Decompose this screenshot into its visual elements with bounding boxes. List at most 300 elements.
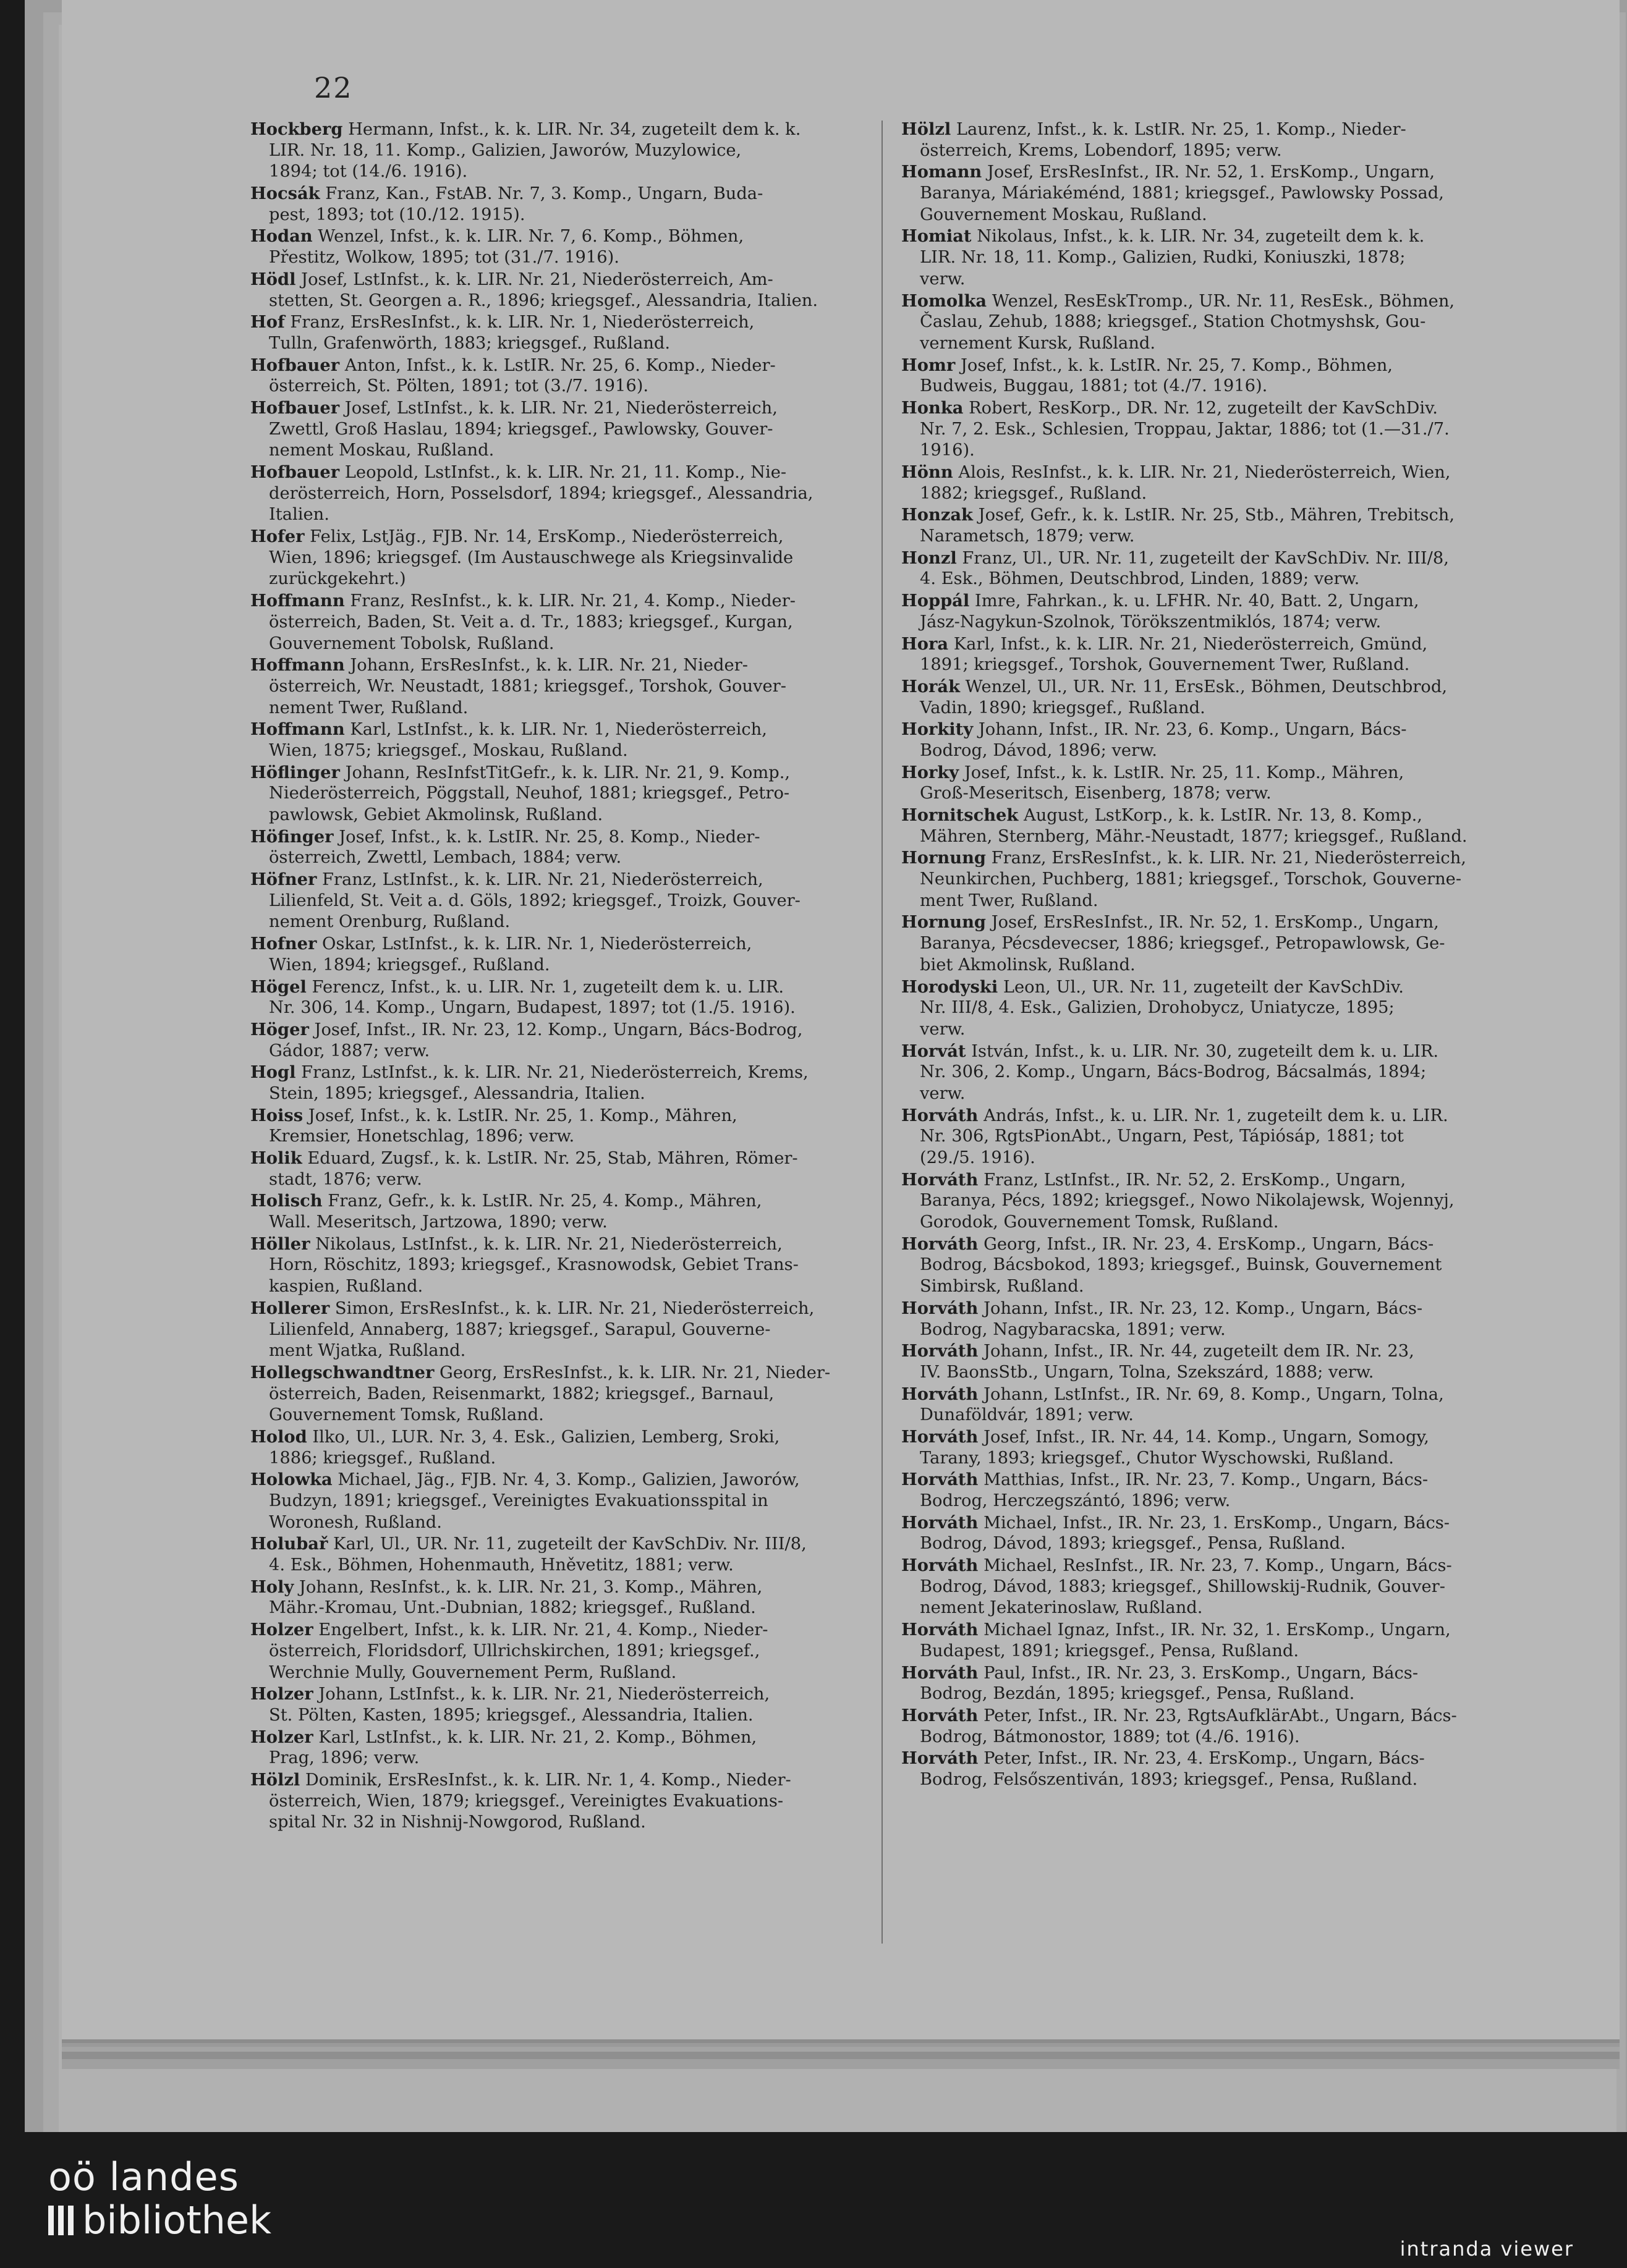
- entry-surname: Horváth: [901, 1748, 979, 1769]
- entry-continuation-line: [250, 676, 869, 698]
- entry-continuation-line: [250, 891, 869, 912]
- entry-text: Georg, Infst., IR. Nr. 23, 4. ErsKomp., Ungarn, Bács-: [978, 1234, 1434, 1254]
- entry-line: [250, 719, 869, 740]
- entry-surname: Höfinger: [250, 826, 334, 847]
- entry-continuation-line: [901, 1641, 1519, 1662]
- entry-continuation-line: [901, 183, 1519, 205]
- entry-text: 1891; kriegsgef., Torshok, Gouvernement Twer, Rußland.: [920, 655, 1410, 675]
- entry-text: Gouvernement Tomsk, Rußland.: [269, 1405, 544, 1425]
- entry-surname: Hoffmann: [250, 719, 345, 740]
- entry-line: [250, 526, 869, 548]
- entry-text: Nr. 306, 14. Komp., Ungarn, Budapest, 1897; tot (1./5. 1916).: [269, 998, 796, 1018]
- entry-text: Lilienfeld, Annaberg, 1887; kriegsgef., Sarapul, Gouverne-: [269, 1319, 771, 1339]
- entry-text: Johann, ErsResInfst., k. k. LIR. Nr. 21, Nieder-: [344, 656, 748, 675]
- entry-text: ment Twer, Rußland.: [920, 891, 1098, 910]
- entry-continuation-line: [901, 891, 1519, 912]
- entry-continuation-line: [901, 1212, 1519, 1233]
- entry-text: Baranya, Máriakéménd, 1881; kriegsgef., Pawlowsky Possad,: [920, 184, 1444, 203]
- entry-line: [901, 1340, 1519, 1362]
- entry-text: Michael, Infst., IR. Nr. 23, 1. ErsKomp., Ungarn, Bács-: [978, 1513, 1450, 1533]
- entry-line: [901, 1169, 1519, 1191]
- entry-surname: Holubař: [250, 1534, 328, 1554]
- entry-continuation-line: [250, 1491, 869, 1512]
- entry-line: [250, 1190, 869, 1212]
- entry-surname: Hockberg: [250, 119, 343, 139]
- entry-continuation-line: [250, 140, 869, 162]
- entry-surname: Horváth: [901, 1470, 979, 1490]
- entry-text: Eduard, Zugsf., k. k. LstIR. Nr. 25, Stab, Mähren, Römer-: [302, 1149, 798, 1168]
- entry-line: [901, 119, 1519, 140]
- entry-continuation-line: [250, 376, 869, 397]
- entry-text: Josef, LstInfst., k. k. LIR. Nr. 21, Niederösterreich, Am-: [295, 269, 773, 289]
- entry-text: Prag, 1896; verw.: [269, 1748, 420, 1768]
- entry-text: Simbirsk, Rußland.: [920, 1277, 1084, 1297]
- entry-text: Nikolaus, Infst., k. k. LIR. Nr. 34, zugeteilt dem k. k.: [971, 227, 1425, 247]
- entry-text: Josef, ErsResInfst., IR. Nr. 52, 1. ErsKomp., Ungarn,: [982, 163, 1435, 182]
- entry-line: [250, 119, 869, 140]
- entry-text: verw.: [920, 1019, 966, 1039]
- entry-text: St. Pölten, Kasten, 1895; kriegsgef., Alessandria, Italien.: [269, 1705, 754, 1725]
- entry-continuation-line: [250, 1405, 869, 1426]
- entry-continuation-line: [901, 140, 1519, 162]
- entry-surname: Homr: [901, 355, 956, 375]
- entry-text: Horn, Röschitz, 1893; kriegsgef., Krasnowodsk, Gebiet Trans-: [269, 1255, 799, 1275]
- entry-surname: Hölzl: [901, 119, 951, 139]
- entry-text: Bodrog, Bezdán, 1895; kriegsgef., Pensa, Rußland.: [920, 1684, 1355, 1704]
- entry-text: Bodrog, Bácsbokod, 1893; kriegsgef., Buinsk, Gouvernement: [920, 1255, 1442, 1275]
- entry-text: spital Nr. 32 in Nishnij-Nowgorod, Rußland.: [269, 1813, 646, 1832]
- entry-text: Johann, ResInfst., k. k. LIR. Nr. 21, 3. Komp., Mähren,: [294, 1577, 763, 1597]
- entry-text: Bodrog, Nagybaracska, 1891; verw.: [920, 1319, 1226, 1339]
- entry-continuation-line: [250, 955, 869, 976]
- entry-text: Josef, Infst., k. k. LstIR. Nr. 25, 1. Komp., Mähren,: [303, 1106, 737, 1125]
- entry-continuation-line: [250, 612, 869, 633]
- entry-surname: Hogl: [250, 1062, 296, 1083]
- entry-text: Josef, LstInfst., k. k. LIR. Nr. 21, Niederösterreich,: [339, 398, 778, 418]
- entry-line: [901, 1233, 1519, 1255]
- entry-text: Bodrog, Herczegszántó, 1896; verw.: [920, 1491, 1231, 1510]
- entry-line: [901, 1426, 1519, 1448]
- entry-text: Nr. III/8, 4. Esk., Galizien, Drohobycz, Uniatycze, 1895;: [920, 998, 1395, 1018]
- entry-line: [901, 676, 1519, 698]
- entry-line: [901, 462, 1519, 483]
- entry-text: österreich, Wr. Neustadt, 1881; kriegsgef., Torshok, Gouver-: [269, 676, 786, 696]
- entry-surname: Horváth: [901, 1341, 979, 1361]
- entry-text: Ilko, Ul., LUR. Nr. 3, 4. Esk., Galizien, Lemberg, Sroki,: [307, 1427, 780, 1447]
- entry-surname: Horváth: [901, 1105, 979, 1125]
- entry-line: [901, 976, 1519, 998]
- entry-continuation-line: [901, 440, 1519, 462]
- entry-surname: Horák: [901, 676, 960, 696]
- entry-text: Oskar, LstInfst., k. k. LIR. Nr. 1, Niederösterreich,: [316, 934, 752, 954]
- entry-continuation-line: [250, 740, 869, 762]
- entry-text: Anton, Infst., k. k. LstIR. Nr. 25, 6. Komp., Nieder-: [339, 355, 776, 375]
- entry-continuation-line: [250, 1319, 869, 1341]
- entry-text: Tarany, 1893; kriegsgef., Chutor Wyschowski, Rußland.: [920, 1448, 1394, 1468]
- entry-line: [901, 548, 1519, 569]
- entry-text: österreich, Floridsdorf, Ullrichskirchen, 1891; kriegsgef.,: [269, 1641, 760, 1661]
- entry-surname: Holzer: [250, 1684, 313, 1704]
- entry-text: österreich, Zwettl, Lembach, 1884; verw.: [269, 848, 622, 868]
- entry-line: [250, 311, 869, 333]
- entry-text: Nr. 306, 2. Komp., Ungarn, Bács-Bodrog, Bácsalmás, 1894;: [920, 1062, 1427, 1082]
- entry-text: Karl, Infst., k. k. LIR. Nr. 21, Niederösterreich, Gmünd,: [948, 634, 1428, 654]
- entry-text: 1882; kriegsgef., Rußland.: [920, 483, 1147, 503]
- entry-text: Michael, ResInfst., IR. Nr. 23, 7. Komp., Ungarn, Bács-: [978, 1556, 1452, 1576]
- entry-continuation-line: [250, 1641, 869, 1662]
- entry-line: [901, 1298, 1519, 1319]
- entry-continuation-line: [901, 740, 1519, 762]
- entry-text: Groß-Meseritsch, Eisenberg, 1878; verw.: [920, 784, 1272, 803]
- entry-continuation-line: [901, 269, 1519, 290]
- entry-line: [250, 1233, 869, 1255]
- entry-text: Bodrog, Dávod, 1893; kriegsgef., Pensa, Rußland.: [920, 1534, 1346, 1554]
- entry-continuation-line: [250, 205, 869, 226]
- entry-line: [901, 633, 1519, 655]
- entry-text: Nr. 7, 2. Esk., Schlesien, Troppau, Jaktar, 1886; tot (1.—31./7.: [920, 419, 1450, 439]
- logo-text-line2: bibliothek: [82, 2198, 271, 2243]
- entry-text: Gouvernement Tobolsk, Rußland.: [269, 633, 554, 653]
- entry-surname: Homann: [901, 162, 982, 182]
- entry-continuation-line: [250, 1791, 869, 1813]
- entry-surname: Horváth: [901, 1512, 979, 1533]
- library-logo[interactable]: [48, 2156, 271, 2242]
- entry-text: Nikolaus, LstInfst., k. k. LIR. Nr. 21, Niederösterreich,: [310, 1234, 783, 1254]
- entry-line: [250, 1148, 869, 1169]
- entry-text: Robert, ResKorp., DR. Nr. 12, zugeteilt der KavSchDiv.: [963, 398, 1438, 418]
- left-column: [250, 119, 869, 1834]
- entry-line: [901, 355, 1519, 376]
- entry-surname: Holzer: [250, 1620, 313, 1640]
- entry-text: Neunkirchen, Puchberg, 1881; kriegsgef., Torschok, Gouverne-: [920, 870, 1462, 889]
- entry-text: nement Jekaterinoslaw, Rußland.: [920, 1598, 1203, 1618]
- entry-continuation-line: [250, 504, 869, 526]
- entry-surname: Horky: [901, 762, 959, 782]
- entry-line: [901, 719, 1519, 740]
- entry-text: Franz, LstInfst., IR. Nr. 52, 2. ErsKomp., Ungarn,: [978, 1170, 1406, 1190]
- entry-text: nement Orenburg, Rußland.: [269, 912, 511, 932]
- entry-text: Alois, ResInfst., k. k. LIR. Nr. 21, Niederösterreich, Wien,: [953, 463, 1451, 482]
- entry-continuation-line: [250, 1512, 869, 1534]
- entry-text: Peter, Infst., IR. Nr. 23, 4. ErsKomp., Ungarn, Bács-: [978, 1749, 1425, 1769]
- entry-surname: Honzl: [901, 548, 957, 568]
- entry-continuation-line: [901, 526, 1519, 548]
- entry-surname: Hölzl: [250, 1769, 300, 1790]
- entry-text: Michael Ignaz, Infst., IR. Nr. 32, 1. ErsKomp., Ungarn,: [978, 1620, 1451, 1640]
- entry-surname: Hödl: [250, 269, 296, 289]
- entry-text: Dominik, ErsResInfst., k. k. LIR. Nr. 1, 4. Komp., Nieder-: [300, 1770, 791, 1790]
- entry-surname: Hoiss: [250, 1105, 304, 1125]
- entry-continuation-line: [250, 1169, 869, 1191]
- entry-surname: Honka: [901, 397, 964, 418]
- entry-line: [250, 762, 869, 784]
- entry-line: [901, 1619, 1519, 1641]
- entry-line: [901, 226, 1519, 247]
- entry-text: Karl, LstInfst., k. k. LIR. Nr. 21, 2. Komp., Böhmen,: [313, 1727, 757, 1747]
- entry-text: Časlau, Zehub, 1888; kriegsgef., Station Chotmyshsk, Gou-: [920, 312, 1426, 332]
- entry-text: András, Infst., k. u. LIR. Nr. 1, zugeteilt dem k. u. LIR.: [978, 1106, 1448, 1125]
- entry-line: [901, 161, 1519, 183]
- entry-text: Paul, Infst., IR. Nr. 23, 3. ErsKomp., Ungarn, Bács-: [978, 1663, 1419, 1683]
- entry-continuation-line: [901, 1190, 1519, 1212]
- entry-text: Budapest, 1891; kriegsgef., Pensa, Rußland.: [920, 1641, 1299, 1661]
- entry-continuation-line: [250, 1041, 869, 1062]
- entry-line: [250, 183, 869, 205]
- entry-text: Wenzel, Infst., k. k. LIR. Nr. 7, 6. Komp., Böhmen,: [312, 227, 744, 247]
- entry-text: Budweis, Buggau, 1881; tot (4./7. 1916).: [920, 376, 1268, 396]
- entry-continuation-line: [250, 1555, 869, 1576]
- entry-continuation-line: [250, 419, 869, 441]
- entry-continuation-line: [250, 569, 869, 590]
- entry-line: [250, 1769, 869, 1791]
- entry-text: Wenzel, ResEskTromp., UR. Nr. 11, ResEsk., Böhmen,: [987, 291, 1455, 311]
- entry-line: [901, 1384, 1519, 1405]
- entry-line: [901, 1662, 1519, 1684]
- entry-text: Wien, 1896; kriegsgef. (Im Austauschwege als Kriegsinvalide: [269, 548, 794, 567]
- entry-surname: Holowka: [250, 1470, 333, 1490]
- entry-line: [250, 1683, 869, 1705]
- entry-continuation-line: [250, 783, 869, 805]
- entry-text: Engelbert, Infst., k. k. LIR. Nr. 21, 4. Komp., Nieder-: [313, 1620, 768, 1640]
- entry-continuation-line: [901, 1769, 1519, 1791]
- entry-text: 1886; kriegsgef., Rußland.: [269, 1448, 496, 1468]
- entry-text: österreich, Wien, 1879; kriegsgef., Vereinigtes Evakuations-: [269, 1791, 784, 1811]
- entry-continuation-line: [250, 1384, 869, 1405]
- entry-surname: Hof: [250, 312, 285, 332]
- entry-text: österreich, Baden, Reisenmarkt, 1882; kriegsgef., Barnaul,: [269, 1384, 775, 1403]
- entry-text: Hermann, Infst., k. k. LIR. Nr. 34, zugeteilt dem k. k.: [342, 120, 801, 139]
- entry-continuation-line: [901, 783, 1519, 805]
- entry-surname: Hornung: [901, 848, 987, 868]
- entry-text: Franz, Gefr., k. k. LstIR. Nr. 25, 4. Komp., Mähren,: [322, 1191, 762, 1211]
- entry-text: Jász-Nagykun-Szolnok, Törökszentmiklós, 1874; verw.: [920, 612, 1382, 632]
- entry-text: Josef, Infst., k. k. LstIR. Nr. 25, 8. Komp., Nieder-: [333, 827, 760, 847]
- entry-surname: Horváth: [901, 1662, 979, 1683]
- entry-line: [250, 1298, 869, 1319]
- entry-text: nement Twer, Rußland.: [269, 698, 469, 717]
- entry-surname: Holisch: [250, 1191, 323, 1211]
- entry-surname: Holod: [250, 1426, 307, 1447]
- entry-surname: Horvát: [901, 1041, 966, 1061]
- entry-continuation-line: [901, 933, 1519, 955]
- entry-text: biet Akmolinsk, Rußland.: [920, 955, 1136, 975]
- entry-line: [250, 462, 869, 483]
- entry-continuation-line: [250, 1748, 869, 1769]
- entry-text: Franz, ErsResInfst., k. k. LIR. Nr. 1, Niederösterreich,: [284, 313, 755, 332]
- entry-continuation-line: [901, 1683, 1519, 1705]
- entry-text: Franz, ErsResInfst., k. k. LIR. Nr. 21, Niederösterreich,: [986, 848, 1466, 868]
- entry-surname: Hofer: [250, 527, 305, 547]
- entry-surname: Horváth: [901, 1233, 979, 1254]
- entry-text: Wien, 1894; kriegsgef., Rußland.: [269, 955, 550, 975]
- entry-continuation-line: [250, 161, 869, 183]
- entry-continuation-line: [250, 1662, 869, 1684]
- entry-text: österreich, Krems, Lobendorf, 1895; verw.: [920, 140, 1282, 160]
- entry-text: pawlowsk, Gebiet Akmolinsk, Rußland.: [269, 805, 603, 824]
- entry-text: August, LstKorp., k. k. LstIR. Nr. 13, 8. Komp.,: [1018, 806, 1422, 825]
- entry-text: Franz, Ul., UR. Nr. 11, zugeteilt der KavSchDiv. Nr. III/8,: [956, 548, 1449, 568]
- entry-continuation-line: [250, 1255, 869, 1276]
- entry-text: Narametsch, 1879; verw.: [920, 527, 1135, 546]
- entry-surname: Hollerer: [250, 1298, 330, 1318]
- entry-text: 1894; tot (14./6. 1916).: [269, 162, 468, 182]
- entry-surname: Höller: [250, 1233, 310, 1254]
- entry-surname: Horváth: [901, 1705, 979, 1725]
- entry-text: Karl, LstInfst., k. k. LIR. Nr. 1, Niederösterreich,: [344, 720, 767, 740]
- entry-continuation-line: [250, 698, 869, 719]
- entry-surname: Hornung: [901, 912, 987, 933]
- entry-continuation-line: [901, 419, 1519, 441]
- entry-line: [901, 1705, 1519, 1727]
- entry-line: [901, 762, 1519, 784]
- entry-surname: Hodan: [250, 226, 313, 247]
- entry-line: [901, 397, 1519, 419]
- entry-line: [901, 1469, 1519, 1491]
- entry-line: [250, 397, 869, 419]
- entry-continuation-line: [901, 698, 1519, 719]
- entry-surname: Holzer: [250, 1727, 313, 1747]
- entry-text: Dunaföldvár, 1891; verw.: [920, 1405, 1134, 1425]
- entry-continuation-line: [250, 1340, 869, 1362]
- entry-continuation-line: [901, 612, 1519, 633]
- entry-text: Karl, Ul., UR. Nr. 11, zugeteilt der KavSchDiv. Nr. III/8,: [328, 1534, 807, 1554]
- entry-text: Bodrog, Dávod, 1883; kriegsgef., Shillowskij-Rudnik, Gouver-: [920, 1576, 1445, 1596]
- entry-line: [250, 1469, 869, 1491]
- entry-surname: Hoffmann: [250, 591, 345, 611]
- entry-text: Vadin, 1890; kriegsgef., Rußland.: [920, 698, 1205, 717]
- entry-line: [250, 654, 869, 676]
- entry-surname: Höflinger: [250, 762, 340, 782]
- entry-continuation-line: [901, 1083, 1519, 1105]
- entry-text: Josef, Gefr., k. k. LstIR. Nr. 25, Stb., Mähren, Trebitsch,: [972, 506, 1455, 525]
- entry-continuation-line: [250, 997, 869, 1019]
- entry-continuation-line: [901, 333, 1519, 355]
- entry-line: [250, 226, 869, 247]
- entry-surname: Horváth: [901, 1426, 979, 1447]
- entry-text: Johann, ResInfstTitGefr., k. k. LIR. Nr. 21, 9. Komp.,: [339, 763, 791, 782]
- entry-text: Stein, 1895; kriegsgef., Alessandria, Italien.: [269, 1083, 645, 1103]
- entry-line: [901, 912, 1519, 933]
- entry-surname: Hofbauer: [250, 355, 340, 375]
- entry-surname: Horkity: [901, 719, 974, 740]
- entry-text: Felix, LstJäg., FJB. Nr. 14, ErsKomp., Niederösterreich,: [304, 527, 784, 547]
- entry-line: [250, 590, 869, 612]
- entry-text: Johann, Infst., IR. Nr. 23, 12. Komp., Ungarn, Bács-: [978, 1298, 1423, 1318]
- entry-continuation-line: [250, 1083, 869, 1105]
- entry-text: Italien.: [269, 505, 329, 525]
- entry-continuation-line: [901, 1597, 1519, 1619]
- entry-text: Wall. Meseritsch, Jartzowa, 1890; verw.: [269, 1212, 608, 1232]
- entry-continuation-line: [250, 1126, 869, 1148]
- entry-text: Niederösterreich, Pöggstall, Neuhof, 1881; kriegsgef., Petro-: [269, 784, 790, 803]
- entry-text: Leon, Ul., UR. Nr. 11, zugeteilt der KavSchDiv.: [998, 977, 1404, 997]
- entry-surname: Holik: [250, 1148, 302, 1168]
- entry-continuation-line: [901, 1576, 1519, 1598]
- entry-text: Bodrog, Bátmonostor, 1889; tot (4./6. 1916).: [920, 1727, 1300, 1746]
- entry-continuation-line: [901, 1319, 1519, 1341]
- entry-text: Baranya, Pécs, 1892; kriegsgef., Nowo Nikolajewsk, Wojennyj,: [920, 1191, 1455, 1211]
- entry-line: [901, 290, 1519, 312]
- entry-continuation-line: [901, 1362, 1519, 1384]
- entry-continuation-line: [901, 205, 1519, 226]
- logo-text-line1: oö landes: [48, 2154, 239, 2199]
- entry-text: Josef, Infst., k. k. LstIR. Nr. 25, 11. Komp., Mähren,: [959, 763, 1404, 782]
- entry-continuation-line: [250, 483, 869, 505]
- entry-continuation-line: [250, 1276, 869, 1298]
- entry-text: Josef, Infst., k. k. LstIR. Nr. 25, 7. Komp., Böhmen,: [955, 355, 1393, 375]
- entry-continuation-line: [250, 1705, 869, 1727]
- entry-text: Franz, LstInfst., k. k. LIR. Nr. 21, Niederösterreich, Krems,: [295, 1063, 809, 1083]
- entry-continuation-line: [250, 440, 869, 462]
- entry-continuation-line: [250, 847, 869, 869]
- entry-surname: Horváth: [901, 1384, 979, 1404]
- entry-text: Lilienfeld, St. Veit a. d. Göls, 1892; kriegsgef., Troizk, Gouver-: [269, 891, 801, 910]
- entry-text: 1916).: [920, 441, 975, 460]
- column-divider: [881, 121, 883, 1944]
- entry-line: [250, 1426, 869, 1448]
- entry-text: Werchnie Mully, Gouvernement Perm, Rußland.: [269, 1662, 677, 1682]
- entry-continuation-line: [901, 826, 1519, 848]
- entry-text: österreich, St. Pölten, 1891; tot (3./7. 1916).: [269, 376, 649, 396]
- entry-text: Mähren, Sternberg, Mähr.-Neustadt, 1877; kriegsgef., Rußland.: [920, 826, 1468, 846]
- entry-continuation-line: [250, 1597, 869, 1619]
- entry-line: [250, 869, 869, 891]
- entry-line: [901, 1105, 1519, 1127]
- entry-text: Wien, 1875; kriegsgef., Moskau, Rußland.: [269, 740, 628, 760]
- entry-line: [250, 1619, 869, 1641]
- logo-bars-icon: [48, 2206, 74, 2235]
- entry-continuation-line: [901, 483, 1519, 505]
- entry-surname: Holy: [250, 1576, 294, 1597]
- entry-text: stetten, St. Georgen a. R., 1896; kriegsgef., Alessandria, Italien.: [269, 290, 818, 310]
- entry-line: [250, 1576, 869, 1598]
- entry-surname: Horváth: [901, 1620, 979, 1640]
- entry-continuation-line: [901, 247, 1519, 269]
- entry-text: Laurenz, Infst., k. k. LstIR. Nr. 25, 1. Komp., Nieder-: [951, 120, 1406, 139]
- entry-text: derösterreich, Horn, Posselsdorf, 1894; kriegsgef., Alessandria,: [269, 483, 814, 503]
- entry-line: [250, 1533, 869, 1555]
- entry-continuation-line: [901, 1019, 1519, 1041]
- entry-text: verw.: [920, 1083, 966, 1103]
- entry-text: 4. Esk., Böhmen, Hohenmauth, Hněvetitz, 1881; verw.: [269, 1555, 734, 1575]
- entry-line: [250, 826, 869, 848]
- entry-text: Franz, ResInfst., k. k. LIR. Nr. 21, 4. Komp., Nieder-: [344, 591, 796, 611]
- entry-continuation-line: [901, 1533, 1519, 1555]
- entry-text: nement Moskau, Rußland.: [269, 441, 495, 460]
- entry-surname: Homolka: [901, 290, 987, 311]
- entry-text: Leopold, LstInfst., k. k. LIR. Nr. 21, 11. Komp., Nie-: [339, 463, 787, 482]
- entry-surname: Horváth: [901, 1298, 979, 1318]
- entry-continuation-line: [901, 376, 1519, 397]
- entry-surname: Hornitschek: [901, 805, 1019, 825]
- entry-text: Nr. 306, RgtsPionAbt., Ungarn, Pest, Tápiósáp, 1881; tot: [920, 1127, 1404, 1146]
- entry-text: Přestitz, Wolkow, 1895; tot (31./7. 1916).: [269, 248, 619, 268]
- entry-surname: Horodyski: [901, 976, 998, 997]
- entry-text: Kremsier, Honetschlag, 1896; verw.: [269, 1127, 575, 1146]
- entry-line: [250, 1019, 869, 1041]
- entry-continuation-line: [250, 1448, 869, 1470]
- entry-text: Franz, LstInfst., k. k. LIR. Nr. 21, Niederösterreich,: [316, 870, 763, 890]
- entry-text: Matthias, Infst., IR. Nr. 23, 7. Komp., Ungarn, Bács-: [978, 1470, 1429, 1490]
- entry-continuation-line: [901, 569, 1519, 590]
- entry-text: Tulln, Grafenwörth, 1883; kriegsgef., Rußland.: [269, 333, 671, 353]
- entry-line: [250, 1062, 869, 1083]
- entry-text: Simon, ErsResInfst., k. k. LIR. Nr. 21, Niederösterreich,: [329, 1298, 815, 1318]
- entry-line: [250, 1105, 869, 1127]
- entry-continuation-line: [901, 311, 1519, 333]
- entry-surname: Hollegschwandtner: [250, 1362, 435, 1382]
- entry-text: (29./5. 1916).: [920, 1148, 1035, 1167]
